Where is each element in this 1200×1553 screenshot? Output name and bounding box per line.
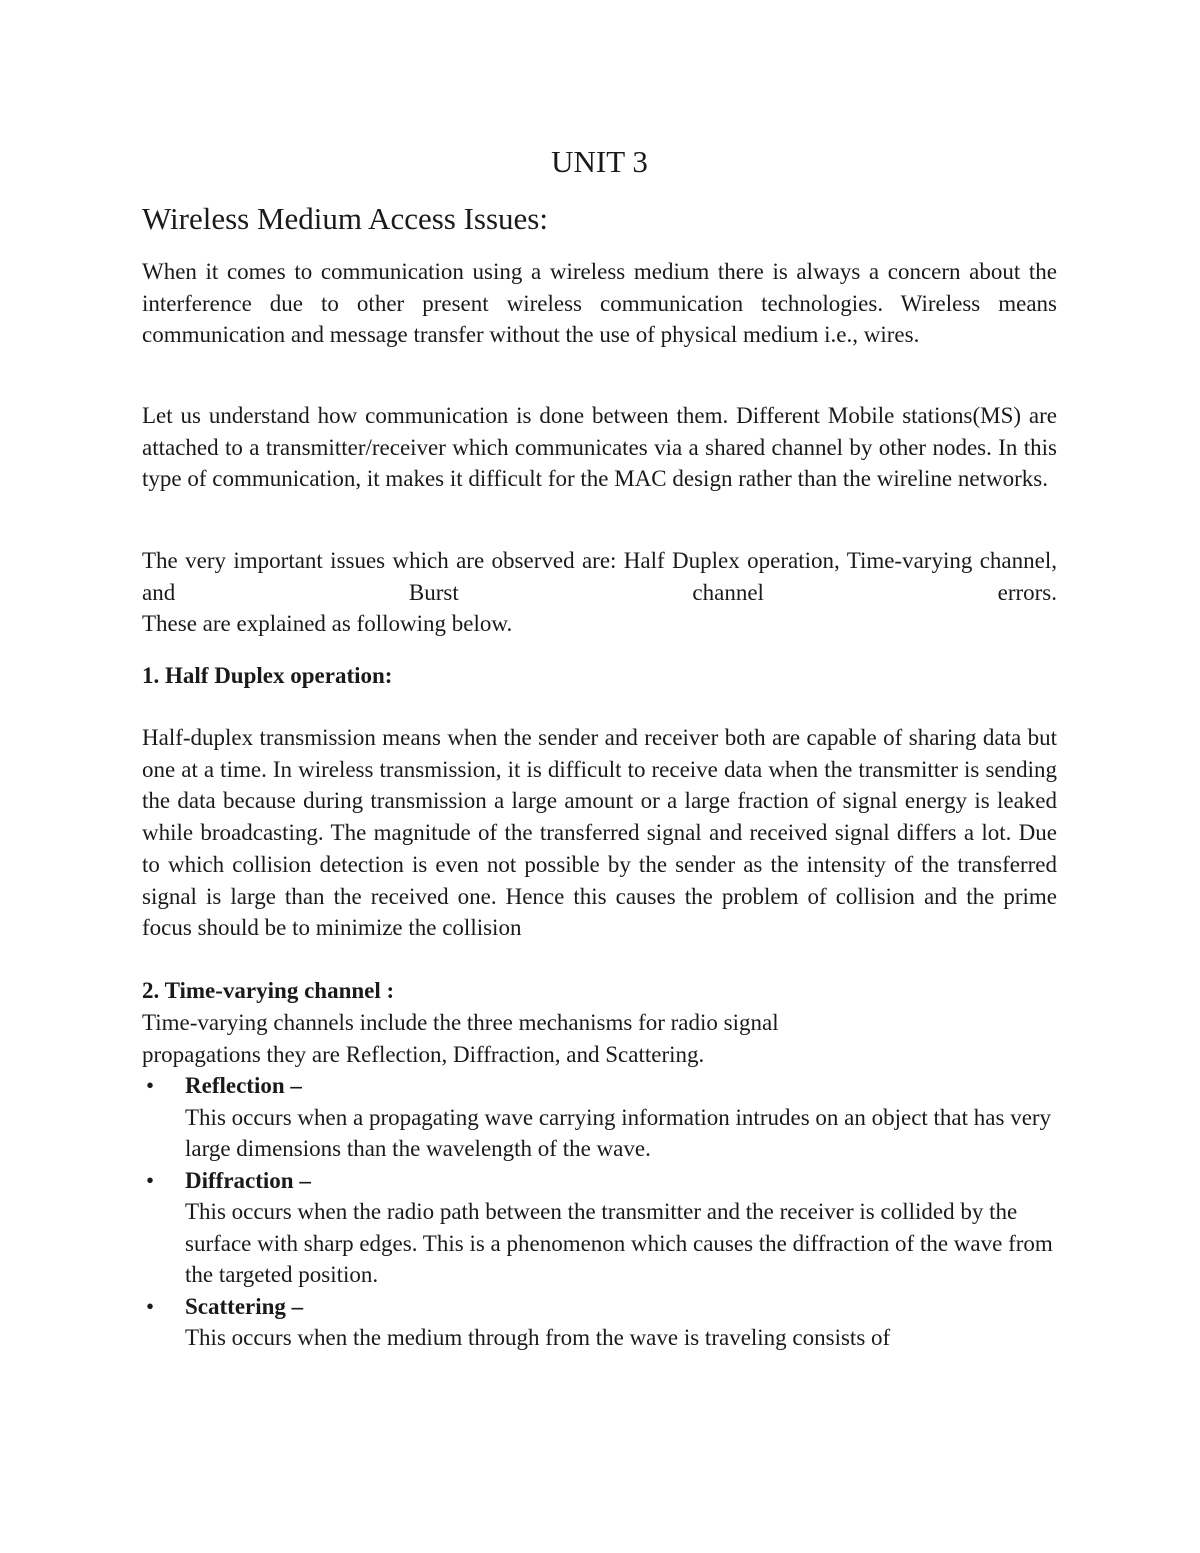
paragraph-issues: The very important issues which are observed are: Half Duplex operation, Time-varying channel, and Burst channel errors. — [142, 548, 1057, 605]
bullet-icon: • — [146, 1167, 155, 1193]
time-varying-intro-line2: propagations they are Reflection, Diffraction, and Scattering. — [142, 1042, 705, 1067]
time-varying-heading: 2. Time-varying channel : — [142, 978, 395, 1003]
bullet-text: This occurs when the medium through from the wave is traveling consists of — [185, 1325, 891, 1350]
list-item-reflection — [142, 1070, 1057, 1165]
section-heading: Wireless Medium Access Issues: — [142, 201, 548, 236]
time-varying-intro-line1: Time-varying channels include the three mechanisms for radio signal — [142, 1010, 779, 1035]
bullet-icon: • — [146, 1073, 155, 1098]
bullet-term: Diffraction – — [185, 1167, 311, 1193]
unit-title: UNIT 3 — [551, 144, 648, 179]
list-item-diffraction — [142, 1165, 1057, 1291]
propagation-mechanisms-list — [142, 1070, 1057, 1354]
paragraph-communication: Let us understand how communication is done between them. Different Mobile stations(MS) are attached to a transmitter/receiver which communicates via a shared channel by other nodes. In this type of communication, it makes it difficult for the MAC design rather than the wireline networks. — [142, 403, 1057, 492]
paragraph-intro: When it comes to communication using a wireless medium there is always a concern about the interference due to other present wireless communication technologies. Wireless means communication and message transfer without the use of physical medium i.e., wires. — [142, 259, 1057, 348]
list-item-scattering — [142, 1291, 1057, 1354]
bullet-text: This occurs when a propagating wave carrying information intrudes on an object that has very large dimensions than the wavelength of the wave. — [185, 1104, 1052, 1161]
half-duplex-body: Half-duplex transmission means when the sender and receiver both are capable of sharing data but one at a time. In wireless transmission, it is difficult to receive data when the transmitter is sending the data because during transmission a large amount or a large fraction of signal energy is leaked while broadcasting. The magnitude of the transferred signal and received signal differs a lot. Due to which collision detection is even not possible by the sender as the intensity of the transferred signal is large than the received one. Hence this causes the problem of collision and the prime focus should be to minimize the collision — [142, 725, 1057, 941]
bullet-term: Reflection – — [185, 1073, 302, 1098]
bullet-icon: • — [146, 1293, 155, 1319]
half-duplex-heading: 1. Half Duplex operation: — [142, 663, 393, 688]
paragraph-explained: These are explained as following below. — [142, 611, 513, 636]
bullet-text: This occurs when the radio path between the transmitter and the receiver is collided by the surface with sharp edges. This is a phenomenon which causes the diffraction of the wave from the targeted position. — [185, 1199, 1053, 1287]
bullet-term: Scattering – — [185, 1293, 304, 1319]
